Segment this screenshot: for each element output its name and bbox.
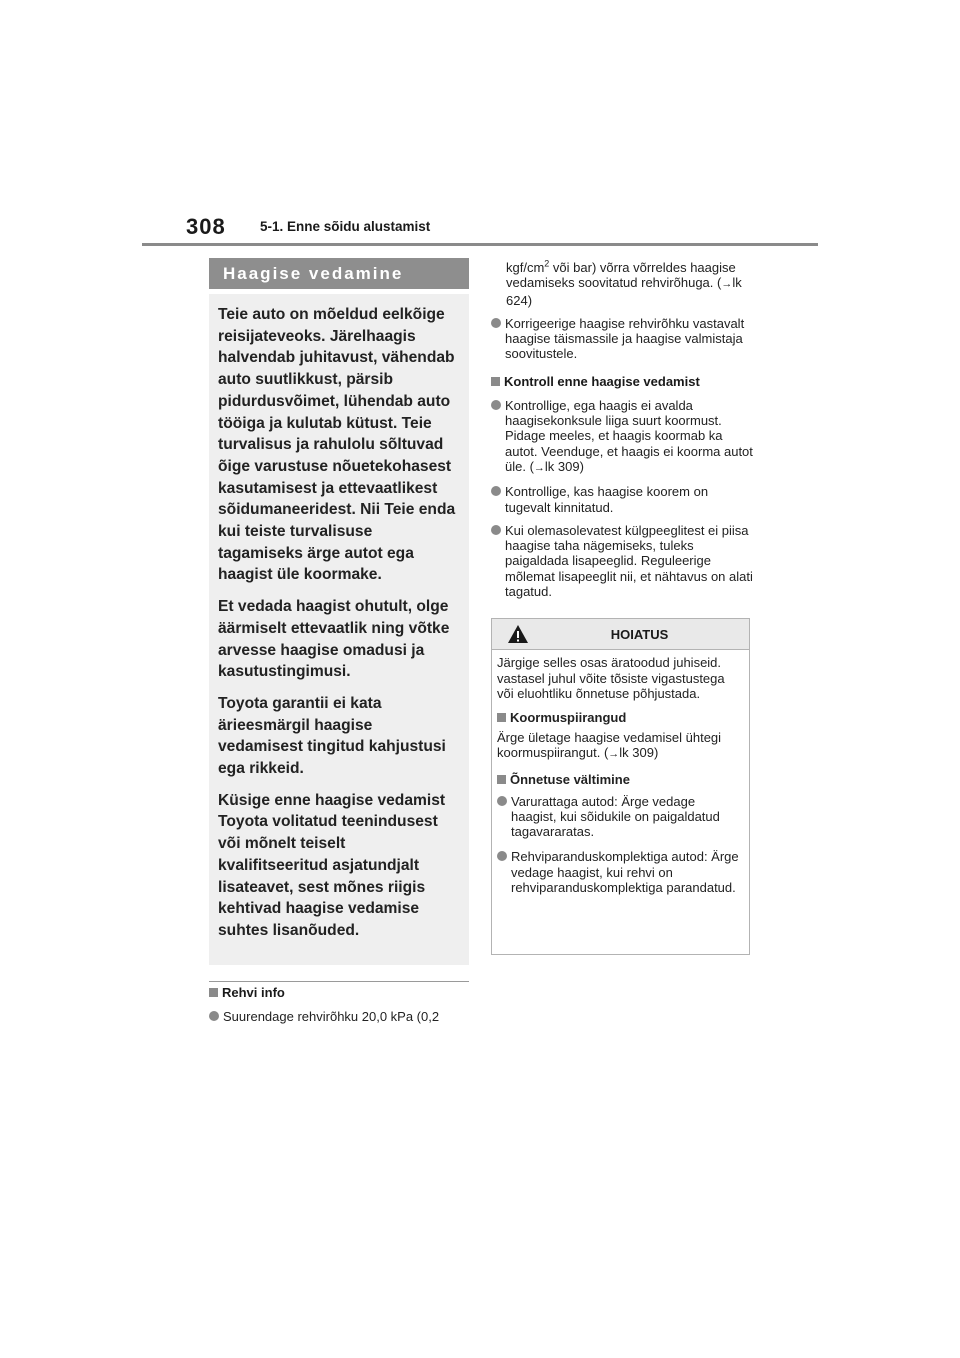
- arrow-right-icon: →: [721, 278, 733, 291]
- circle-bullet-icon: [491, 400, 501, 410]
- list-item: Kontrollige, kas haagise koorem on tugevalt kinnitatud.: [491, 484, 753, 515]
- page-reference-link[interactable]: lk 309): [544, 458, 584, 474]
- arrow-right-icon: →: [608, 748, 620, 760]
- tire-info-heading: Rehvi info: [209, 985, 471, 1001]
- section-title: 5-1. Enne sõidu alustamist: [260, 219, 431, 234]
- warning-subheading: Õnnetuse vältimine: [497, 772, 741, 788]
- right-column: [491, 258, 753, 599]
- circle-bullet-icon: [491, 486, 501, 496]
- check-heading: Kontroll enne haagise vedamist: [491, 374, 753, 390]
- warning-body: [492, 650, 749, 895]
- list-item: Suurendage rehvirõhku 20,0 kPa (0,2: [209, 1009, 471, 1024]
- page-reference-link[interactable]: lk 624): [506, 275, 742, 308]
- page-number: 308: [186, 214, 226, 239]
- intro-title: Haagise vedamine: [209, 258, 469, 289]
- list-item: Kui olemasolevatest külgpeeglitest ei piisa haagise taha nägemiseks, tuleks paigaldada lisapeeglid. Reguleerige mõlemat lisapeeglit nii, et nähtavus on alati tagatud.: [491, 523, 753, 599]
- circle-bullet-icon: [491, 318, 501, 328]
- tire-info-continuation: kgf/$cm^2$ või bar) võrra võrreldes haagise vedamiseks soovitatud rehvirõhuga. (→lk 624): [506, 258, 742, 308]
- square-marker-icon: [491, 377, 500, 386]
- warning-header: [492, 619, 749, 650]
- intro-paragraph: Küsige enne haagise vedamist Toyota volitatud teenindusest või mõnelt teiselt kvalifitseeritud asjatundjalt lisateavet, sest mõnes riigis kehtivad haagise vedamise suhtes lisanõuded.: [218, 791, 446, 939]
- list-item: Rehviparanduskomplektiga autod: Ärge vedage haagist, kui rehvi on rehviparanduskomplektiga parandatud.: [497, 849, 741, 895]
- circle-bullet-icon: [497, 796, 507, 806]
- intro-paragraph: Toyota garantii ei kata ärieesmärgil haagise vedamisest tingitud kahjustusi ega rikkeid.: [218, 694, 446, 778]
- list-item: Korrigeerige haagise rehvirõhku vastavalt haagise täismassile ja haagise valmistaja soovitustele.: [491, 316, 753, 362]
- circle-bullet-icon: [497, 851, 507, 861]
- intro-box: [209, 294, 469, 965]
- left-divider: [209, 981, 469, 982]
- warning-intro: Järgige selles osas äratoodud juhiseid. vastasel juhul võite tõsiste vigastustega või eluohtliku õnnetuse põhjustada.: [497, 655, 725, 701]
- list-item: Kontrollige, ega haagis ei avalda haagisekonksule liiga suurt koormust. Pidage meeles, et haagis koormab ka autot. Veenduge, et haagis ei koorma autot üle. (→lk 309): [491, 398, 753, 476]
- list-item: Varurattaga autod: Ärge vedage haagist, kui sõidukile on paigaldatud tagavararatas.: [497, 794, 741, 840]
- intro-paragraph: Et vedada haagist ohutult, olge äärmiselt ettevaatlik ning võtke arvesse haagise omadusi ja kasutustingimusi.: [218, 598, 450, 681]
- header-divider: [142, 243, 818, 246]
- page-reference-link[interactable]: lk 309): [619, 745, 659, 760]
- warning-title: HOIATUS: [610, 626, 669, 642]
- square-marker-icon: [497, 713, 506, 722]
- intro-paragraph: Teie auto on mõeldud eelkõige reisijateveoks. Järelhaagis halvendab juhitavust, vähendab auto suutlikkust, pärsib pidurdusvõimet, lühendab auto tööiga ja kulutab kütust. Teie turvalisus ja rahulolu sõltuvad õige varustuse nõuetekohasest kasutamisest ja ettevaatlikest sõidumaneeridest. Nii Teie enda kui teiste turvalisuse tagamiseks ärge autot ega haagist üle koormake.: [218, 306, 456, 584]
- square-marker-icon: [209, 988, 218, 997]
- page-header: [0, 0, 960, 250]
- arrow-right-icon: →: [533, 461, 545, 474]
- warning-text: Ärge ületage haagise vedamisel ühtegi koormuspiirangut. (→lk 309): [497, 729, 722, 760]
- warning-subheading: Koormuspiirangud: [497, 710, 741, 726]
- circle-bullet-icon: [209, 1011, 219, 1021]
- square-marker-icon: [497, 775, 506, 784]
- circle-bullet-icon: [491, 525, 501, 535]
- warning-box: [491, 618, 750, 955]
- tire-info-section: [209, 985, 471, 1024]
- warning-triangle-icon: [507, 624, 529, 644]
